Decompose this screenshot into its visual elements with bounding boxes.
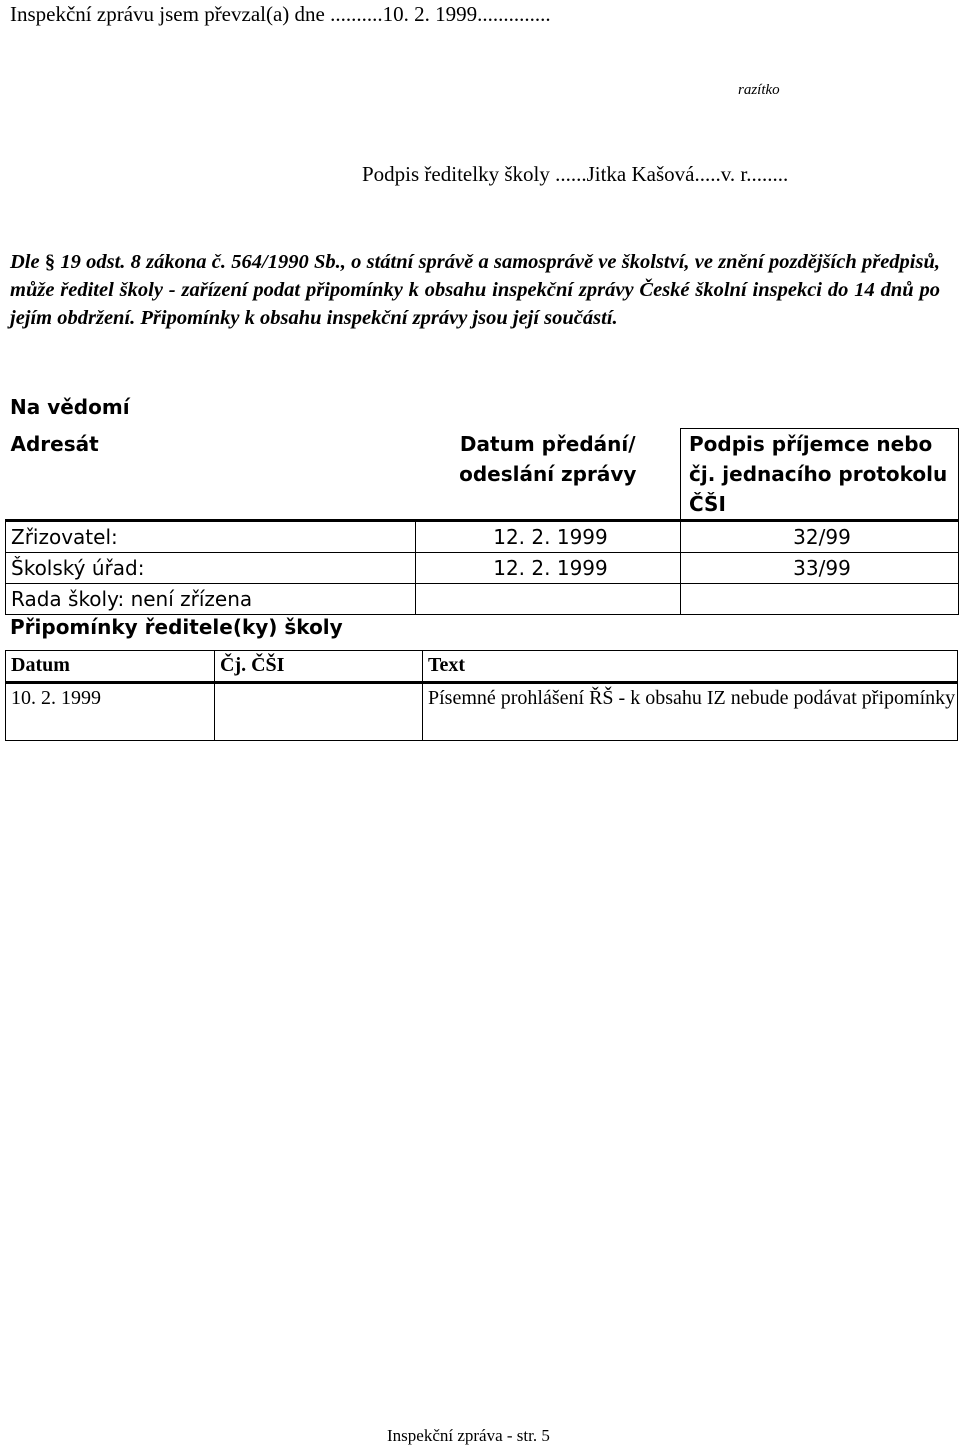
date-cell: [416, 584, 681, 615]
table-row: [6, 683, 958, 741]
comment-reference-cell: [215, 683, 423, 741]
legal-rest: , o státní správě a samosprávě ve školství, ve znění pozdějších předpisů, může ředitel školy - zařízení podat připomínky k obsahu inspekční zprávy České školní inspekci do 14 dnů po jejím obdržení. Připomínky k obsahu inspekční zprávy jsou její součástí.: [10, 251, 941, 329]
recipient-cell: Školský úřad:: [6, 553, 416, 584]
date-cell: 12. 2. 1999: [416, 521, 681, 553]
legal-prefix: Dle: [10, 251, 40, 273]
table-row: [6, 584, 959, 615]
legal-mid: 19 odst. 8 zákona č. 564/1990 Sb.: [55, 251, 341, 273]
takeover-line: Inspekční zprávu jsem převzal(a) dne ..........10. 2. 1999..............: [10, 2, 551, 26]
column-header-recipient: Adresát: [6, 429, 416, 521]
comments-table: [5, 650, 958, 741]
table-row: [6, 521, 959, 553]
column-header-date: Datum předání/ odeslání zprávy: [416, 429, 681, 521]
stamp-label: razítko: [738, 82, 780, 98]
section-symbol: §: [44, 251, 56, 273]
reference-cell: 32/99: [681, 521, 959, 553]
date-cell: 12. 2. 1999: [416, 553, 681, 584]
column-header-signature: Podpis příjemce nebo čj. jednacího protokolu ČŠI: [681, 429, 959, 521]
reference-cell: 33/99: [681, 553, 959, 584]
distribution-title: Na vědomí: [10, 395, 130, 419]
column-header-date: Datum: [6, 651, 215, 683]
distribution-table: [5, 428, 959, 615]
recipient-cell: Rada školy: není zřízena: [6, 584, 416, 615]
comments-title: Připomínky ředitele(ky) školy: [10, 615, 343, 639]
page-footer: Inspekční zpráva - str. 5: [387, 1426, 550, 1445]
comment-date-cell: 10. 2. 1999: [6, 683, 215, 741]
comment-text-cell: Písemné prohlášení ŘŠ - k obsahu IZ nebude podávat připomínky: [423, 683, 958, 741]
reference-cell: [681, 584, 959, 615]
legal-notice: [10, 248, 940, 332]
signature-line: Podpis ředitelky školy ......Jitka Kašová.....v. r........: [362, 162, 789, 186]
table-row: [6, 553, 959, 584]
recipient-cell: Zřizovatel:: [6, 521, 416, 553]
table-header-row: [6, 429, 959, 521]
column-header-text: Text: [423, 651, 958, 683]
column-header-reference: Čj. ČŠI: [215, 651, 423, 683]
table-header-row: [6, 651, 958, 683]
